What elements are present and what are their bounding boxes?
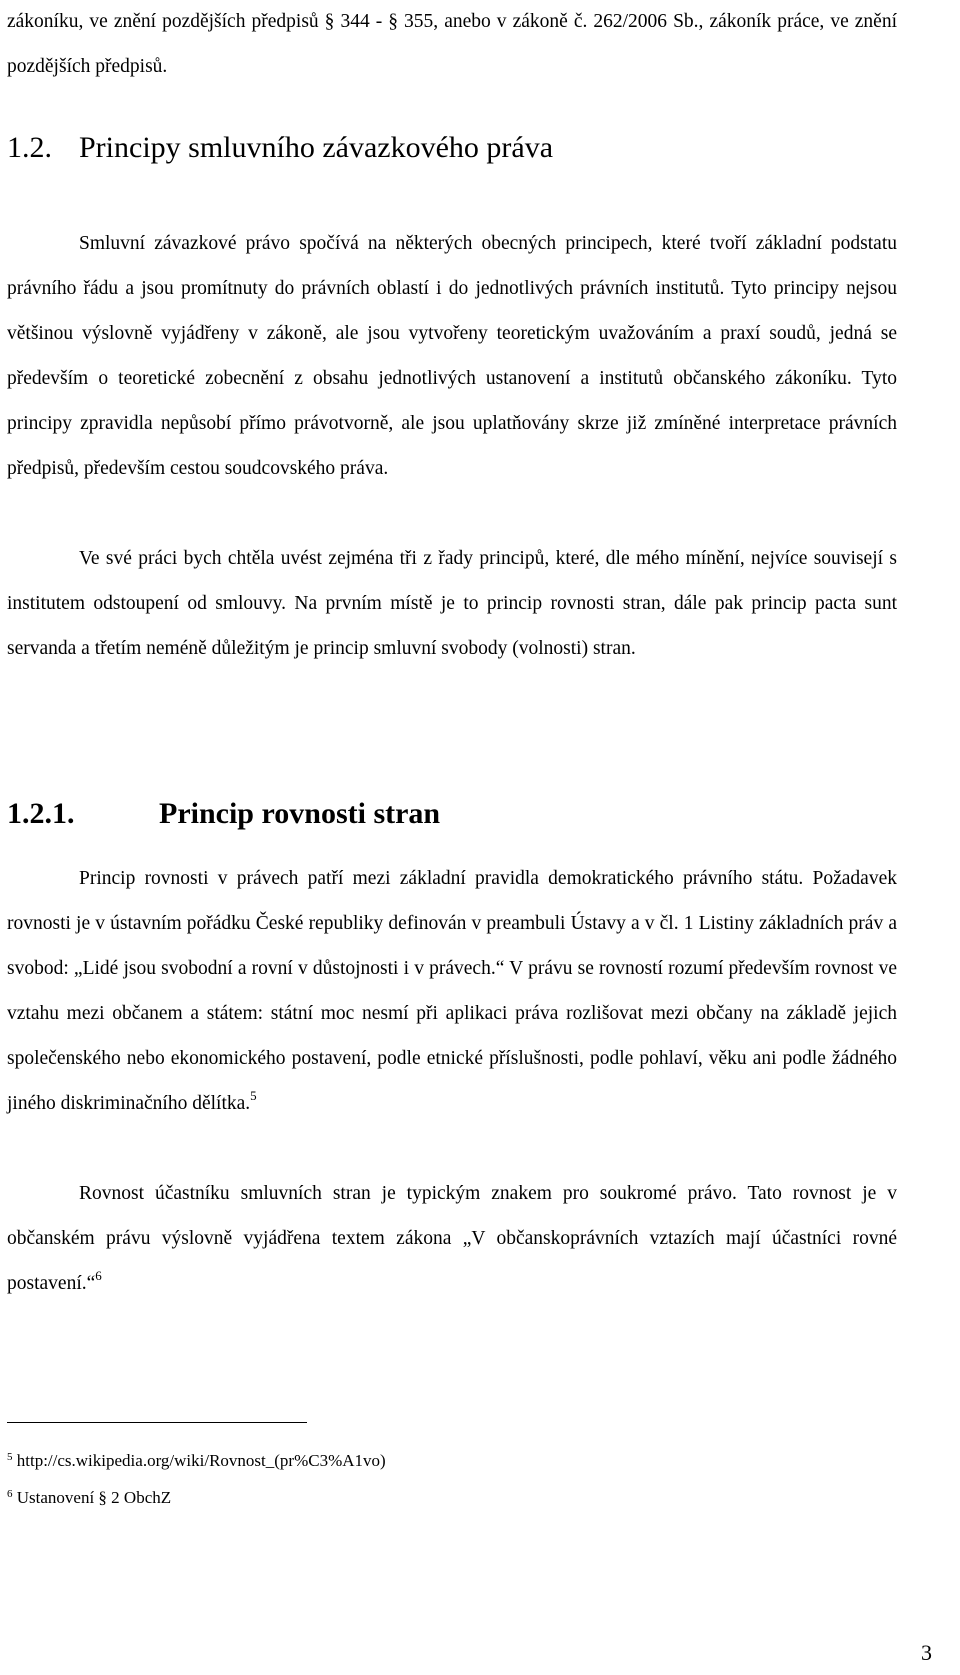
footnote-separator (7, 1422, 307, 1423)
section-number: 1.2. (7, 131, 52, 164)
section-paragraph-2: Ve své práci bych chtěla uvést zejména tři z řady principů, které, dle mého mínění, nejvíce souvisejí s institutem odstoupení od smlouvy. Na prvním místě je to princip rovnosti stran, dále pak princip pacta sunt servanda a třetím neméně důležitým je princip smluvní svobody (volnosti) stran. (7, 548, 897, 659)
subsection-number: 1.2.1. (7, 797, 75, 830)
footnote-6-number: 6 (7, 1488, 13, 1500)
subsection-paragraph-1-text: Princip rovnosti v právech patří mezi základní pravidla demokratického právního státu. Požadavek rovnosti je v ústavním pořádku České republiky definován v preambuli Ústavy a v čl. 1 Listiny základních práv a svobod: „Lidé jsou svobodní a rovní v důstojnosti i v právech.“ V právu se rovností rozumí především rovnost ve vztahu mezi občanem a státem: státní moc nesmí při aplikaci práva rozlišovat mezi občany na základě jejich společenského nebo ekonomického postavení, podle etnické příslušnosti, podle pohlaví, věku ani podle žádného jiného diskriminačního dělítka. (7, 868, 897, 1114)
section-title: Principy smluvního závazkového práva (79, 131, 554, 164)
footnote-6 (7, 1487, 171, 1511)
subsection-paragraph-2 (7, 1171, 897, 1307)
continuation-paragraph: zákoníku, ve znění pozdějších předpisů § 344 - § 355, anebo v zákoně č. 262/2006 Sb., zákoník práce, ve znění pozdějších předpisů. (7, 11, 897, 77)
footnote-5-number: 5 (7, 1451, 13, 1463)
subsection-paragraph-1 (7, 856, 897, 1127)
footnote-5-link[interactable]: http://cs.wikipedia.org/wiki/Rovnost_(pr%C3%A1vo) (16, 1451, 386, 1470)
footnote-5 (7, 1450, 386, 1474)
page-number: 3 (921, 1640, 932, 1665)
subsection-heading (7, 794, 440, 834)
footnote-6-text: Ustanovení § 2 ObchZ (16, 1488, 172, 1507)
subsection-paragraph-2-text: Rovnost účastníku smluvních stran je typickým znakem pro soukromé právo. Tato rovnost je v občanském právu výslovně vyjádřena textem zákona „V občanskoprávních vztazích mají účastníci rovné postavení.“ (7, 1183, 897, 1294)
subsection-title: Princip rovnosti stran (159, 797, 441, 830)
footnote-ref-6[interactable]: 6 (95, 1268, 102, 1283)
section-paragraph-1: Smluvní závazkové právo spočívá na některých obecných principech, které tvoří základní podstatu právního řádu a jsou promítnuty do právních oblastí i do jednotlivých právních institutů. Tyto principy nejsou většinou výslovně vyjádřeny v zákoně, ale jsou vytvořeny teoretickým uvažováním a praxí soudů, jedná se především o teoretické zobecnění z obsahu jednotlivých ustanovení a institutů občanského zákoníku. Tyto principy zpravidla nepůsobí přímo právotvorně, ale jsou uplatňovány skrze již zmíněné interpretace právních předpisů, především cestou soudcovského práva. (7, 233, 897, 479)
footnote-ref-5[interactable]: 5 (250, 1088, 257, 1103)
section-heading (7, 128, 553, 168)
